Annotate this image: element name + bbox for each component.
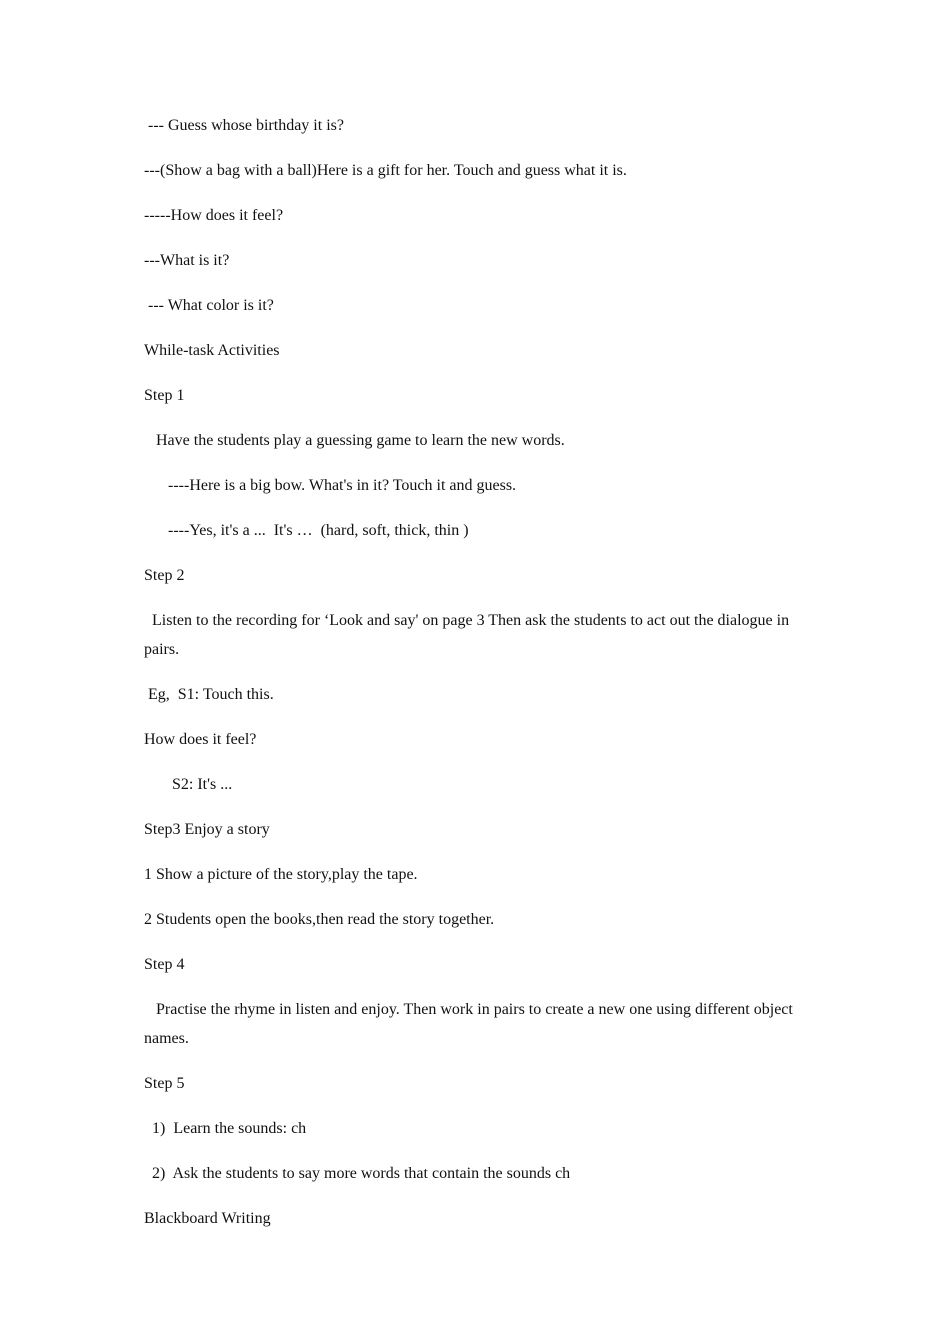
step-heading-4: Step 4 xyxy=(144,956,185,973)
text-line-guessing-game: Have the students play a guessing game to learn the new words. xyxy=(144,432,565,449)
text-line-yes-its: ----Yes, it's a ... It's … (hard, soft, thick, thin ) xyxy=(144,522,469,539)
text-line-how-feel: -----How does it feel? xyxy=(144,207,284,224)
text-line-guess-birthday: --- Guess whose birthday it is? xyxy=(144,117,344,134)
text-line-how-does-it-feel: How does it feel? xyxy=(144,731,257,748)
step-heading-5: Step 5 xyxy=(144,1075,185,1092)
step-heading-3: Step3 Enjoy a story xyxy=(144,821,270,838)
section-heading-while-task: While-task Activities xyxy=(144,342,280,359)
text-line-s2: S2: It's ... xyxy=(144,776,233,793)
section-heading-blackboard: Blackboard Writing xyxy=(144,1210,271,1227)
text-line-show-bag: ---(Show a bag with a ball)Here is a gift for her. Touch and guess what it is. xyxy=(144,162,627,179)
text-line-what-is-it: ---What is it? xyxy=(144,252,230,269)
step-heading-2: Step 2 xyxy=(144,567,185,584)
list-item-ask-students: 2) Ask the students to say more words that contain the sounds ch xyxy=(144,1165,571,1182)
text-line-eg-s1: Eg, S1: Touch this. xyxy=(144,686,274,703)
text-line-students-open: 2 Students open the books,then read the story together. xyxy=(144,911,495,928)
text-line-what-color: --- What color is it? xyxy=(144,297,274,314)
list-item-learn-sounds: 1) Learn the sounds: ch xyxy=(144,1120,307,1137)
step-heading-1: Step 1 xyxy=(144,387,185,404)
text-paragraph-listen-recording: Listen to the recording for ‘Look and say' on page 3 Then ask the students to act out the dialogue in pairs. xyxy=(144,612,794,658)
text-line-show-picture: 1 Show a picture of the story,play the tape. xyxy=(144,866,418,883)
text-paragraph-practise-rhyme: Practise the rhyme in listen and enjoy. Then work in pairs to create a new one using different object names. xyxy=(144,1001,797,1047)
text-line-big-bow: ----Here is a big bow. What's in it? Touch it and guess. xyxy=(144,477,517,494)
